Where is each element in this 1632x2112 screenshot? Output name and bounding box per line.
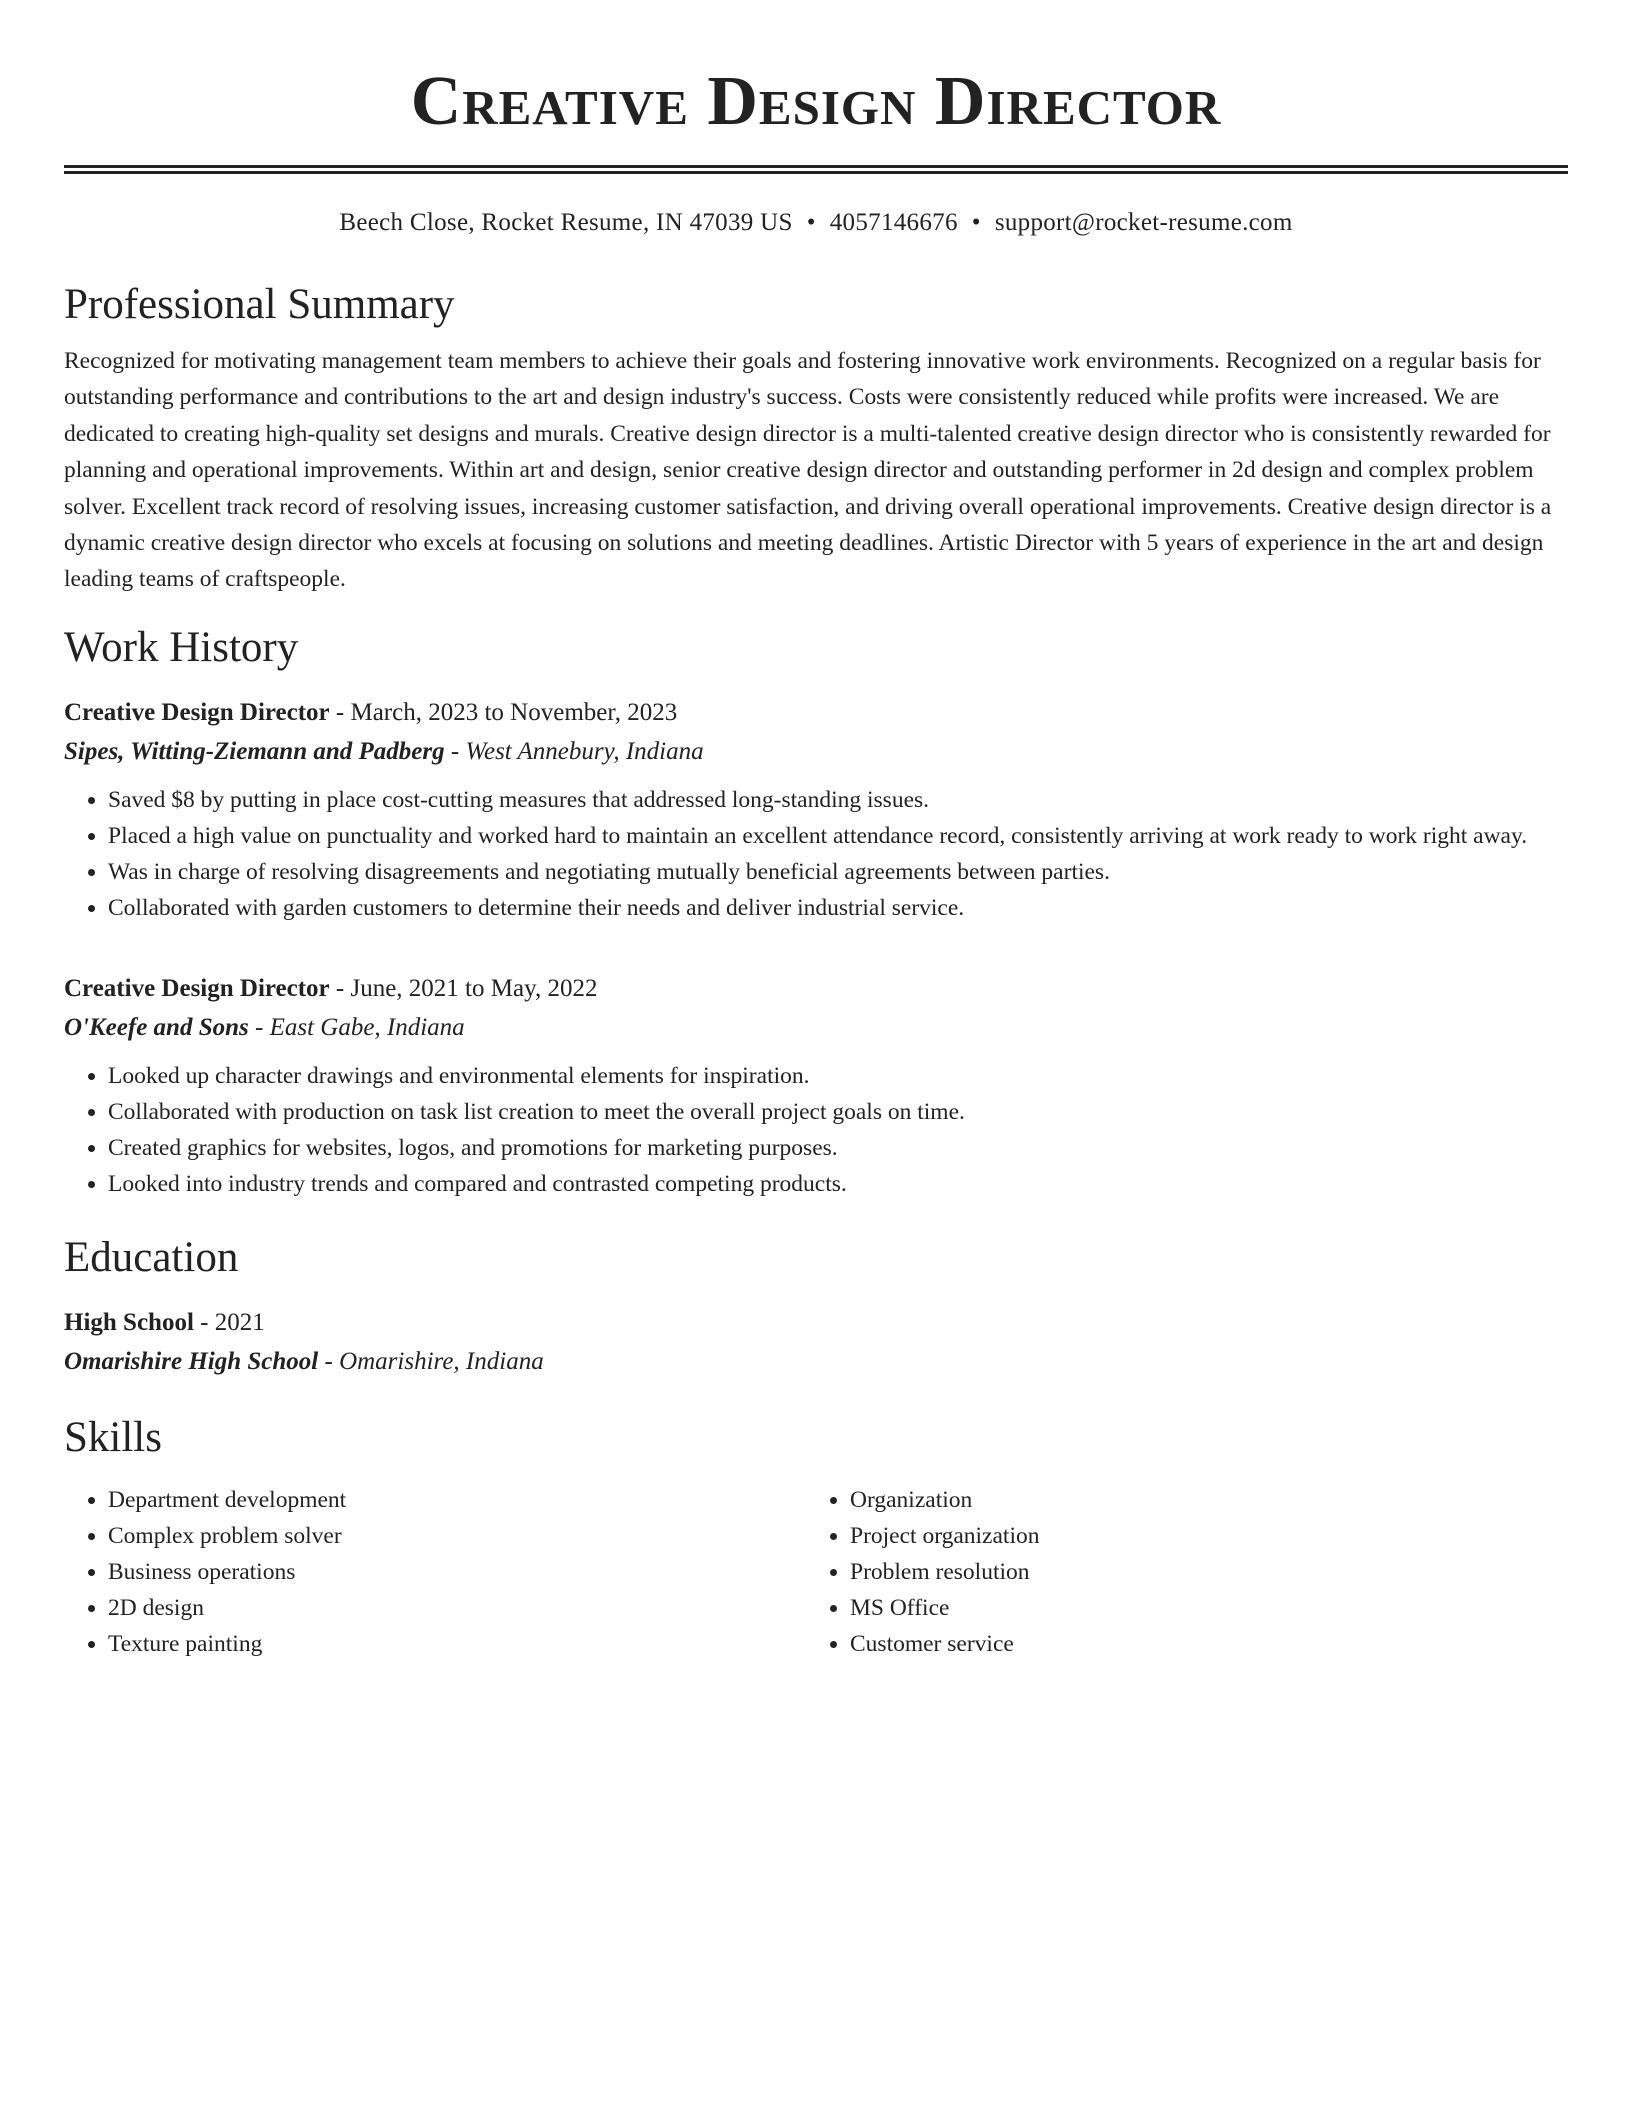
job-dash: - <box>444 737 466 765</box>
skill-item: • 2D design <box>108 1590 806 1626</box>
job-dates: June, 2021 to May, 2022 <box>350 974 598 1002</box>
contact-line <box>64 207 1568 239</box>
skill-item: • Texture painting <box>108 1626 806 1662</box>
education-school: Omarishire High School <box>64 1347 319 1375</box>
job-bullet: • Was in charge of resolving disagreements and negotiating mutually beneficial agreements between parties. <box>108 854 1568 890</box>
job-company-line <box>64 1008 1568 1048</box>
job-dates: March, 2023 to November, 2023 <box>350 698 678 726</box>
job-bullet: • Created graphics for websites, logos, and promotions for marketing purposes. <box>108 1130 1568 1166</box>
education-dash: - <box>193 1308 215 1336</box>
job-title-line <box>64 970 1568 1008</box>
job-entry <box>64 970 1568 1202</box>
job-bullet: • Placed a high value on punctuality and worked hard to maintain an excellent attendance record, consistently arriving at work ready to work right away. <box>108 818 1568 854</box>
job-location: West Annebury, Indiana <box>465 737 704 765</box>
education-location: Omarishire, Indiana <box>339 1347 544 1375</box>
skills-list-left <box>64 1482 806 1662</box>
skill-item: • Problem resolution <box>850 1554 1548 1590</box>
job-bullet: • Collaborated with production on task list creation to meet the overall project goals on time. <box>108 1094 1568 1130</box>
skill-item: • Complex problem solver <box>108 1518 806 1554</box>
skills-columns <box>64 1482 1568 1662</box>
section-title-skills: Skills <box>64 1413 162 1461</box>
contact-email: support@rocket-resume.com <box>994 209 1293 236</box>
contact-phone: 4057146676 <box>829 209 958 236</box>
skills-list-right <box>806 1482 1548 1662</box>
header-double-rule <box>64 165 1568 174</box>
job-company: O'Keefe and Sons <box>64 1013 249 1041</box>
education-degree: High School <box>64 1308 194 1336</box>
skill-item: • Organization <box>850 1482 1548 1518</box>
job-role: Creative Design Director <box>64 698 330 726</box>
skill-item: • Customer service <box>850 1626 1548 1662</box>
summary-text: Recognized for motivating management team members to achieve their goals and fostering innovative work environments. Recognized on a regular basis for outstanding performance and contributions to the art and design industry's success. Costs were consistently reduced while profits were increased. We are dedicated to creating high-quality set designs and murals. Creative design director is a multi-talented creative design director who is consistently rewarded for planning and operational improvements. Within art and design, senior creative design director and outstanding performer in 2d design and complex problem solver. Excellent track record of resolving issues, increasing customer satisfaction, and driving overall operational improvements. Creative design director is a dynamic creative design director who excels at focusing on solutions and meeting deadlines. Artistic Director with 5 years of experience in the art and design leading teams of craftspeople. <box>64 348 1552 593</box>
job-bullet: • Looked into industry trends and compared and contrasted competing products. <box>108 1166 1568 1202</box>
job-bullet: • Collaborated with garden customers to determine their needs and deliver industrial service. <box>108 890 1568 926</box>
contact-address: Beech Close, Rocket Resume, IN 47039 US <box>339 209 793 236</box>
job-role: Creative Design Director <box>64 974 330 1002</box>
job-dash: - <box>329 698 351 726</box>
job-location: East Gabe, Indiana <box>269 1013 465 1041</box>
section-title-summary: Professional Summary <box>64 281 455 328</box>
education-degree-line <box>64 1304 1568 1342</box>
job-bullet-list <box>64 782 1568 926</box>
education-school-line <box>64 1342 1568 1382</box>
contact-separator: • <box>971 209 981 236</box>
job-dash: - <box>248 1013 270 1041</box>
job-company-line <box>64 732 1568 772</box>
skill-item: • Business operations <box>108 1554 806 1590</box>
job-entry <box>64 694 1568 926</box>
education-year: 2021 <box>214 1308 265 1336</box>
job-title-line <box>64 694 1568 732</box>
section-title-work-history: Work History <box>64 623 299 671</box>
education-dash: - <box>318 1347 340 1375</box>
job-company: Sipes, Witting-Ziemann and Padberg <box>64 737 445 765</box>
job-bullet-list <box>64 1058 1568 1202</box>
resume-name-heading: Creative Design Director <box>410 63 1222 140</box>
skill-item: • Project organization <box>850 1518 1548 1554</box>
education-entry <box>64 1304 1568 1382</box>
skill-item: • Department development <box>108 1482 806 1518</box>
section-title-education: Education <box>64 1233 239 1281</box>
job-bullet: • Saved $8 by putting in place cost-cutting measures that addressed long-standing issues. <box>108 782 1568 818</box>
contact-separator: • <box>806 209 816 236</box>
job-bullet: • Looked up character drawings and environmental elements for inspiration. <box>108 1058 1568 1094</box>
job-dash: - <box>329 974 351 1002</box>
skill-item: • MS Office <box>850 1590 1548 1626</box>
